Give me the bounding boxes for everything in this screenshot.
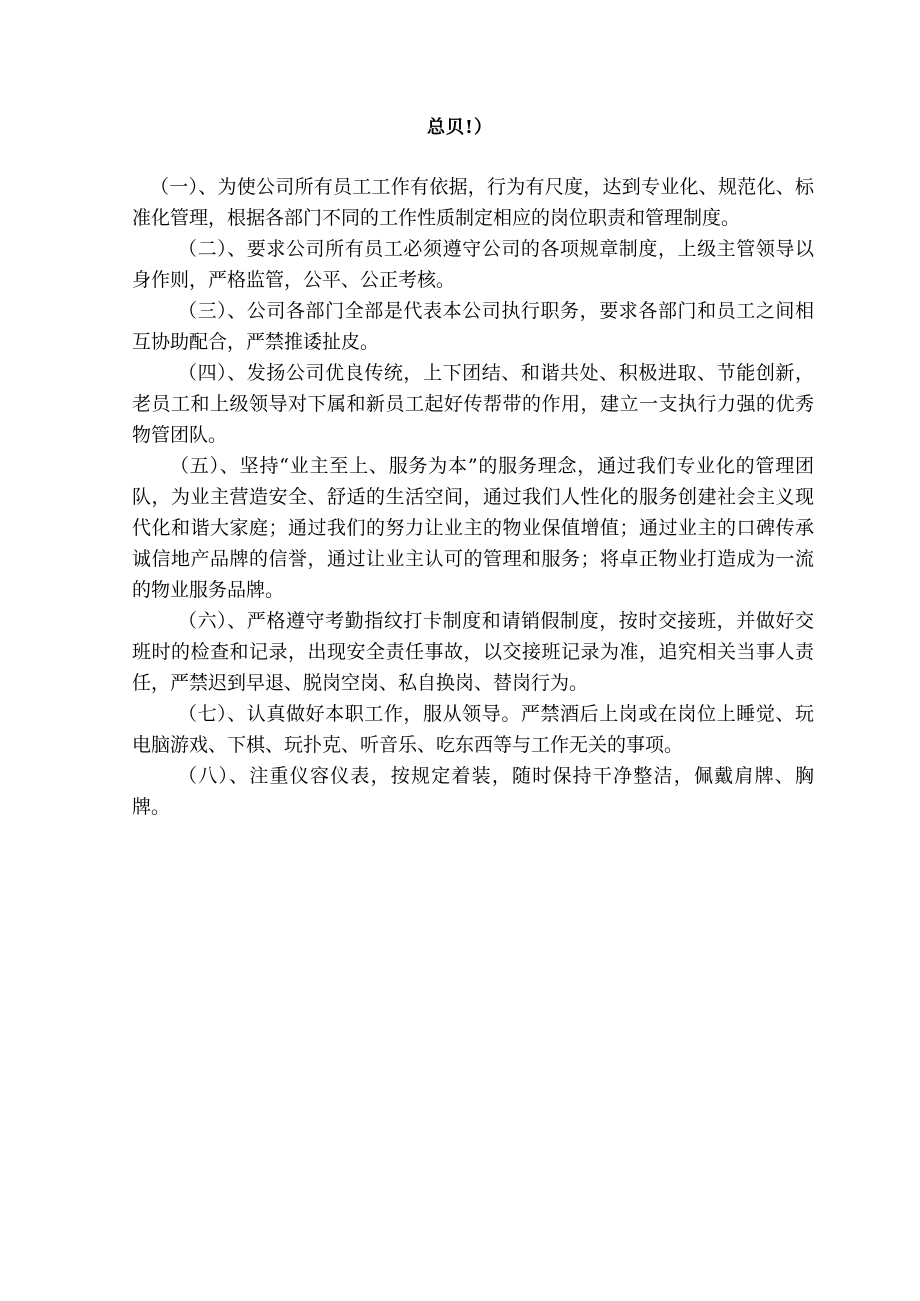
paragraph-7: （七）、认真做好本职工作，服从领导。严禁酒后上岗或在岗位上睡觉、玩电脑游戏、下棋、玩扑克、听音乐、吃东西等与工作无关的事项。	[132, 703, 814, 756]
paragraph-8: （八）、注重仪容仪表，按规定着装，随时保持干净整洁，佩戴肩牌、胸牌。	[132, 765, 814, 818]
paragraph-2: （二）、要求公司所有员工必须遵守公司的各项规章制度，上级主管领导以身作则，严格监管，公平、公正考核。	[132, 238, 814, 291]
paragraph-6: （六）、严格遵守考勤指纹打卡制度和请销假制度，按时交接班，并做好交班时的检查和记录，出现安全责任事故，以交接班记录为准，追究相关当事人责任，严禁迟到早退、脱岗空岗、私自换岗、替岗行为。	[132, 610, 814, 694]
document-title: 总贝!）	[427, 117, 493, 138]
paragraph-4: （四）、发扬公司优良传统，上下团结、和谐共处、积极进取、节能创新，老员工和上级领导对下属和新员工起好传帮带的作用，建立一支执行力强的优秀物管团队。	[132, 362, 814, 446]
paragraph-3: （三）、公司各部门全部是代表本公司执行职务，要求各部门和员工之间相互协助配合，严禁推诿扯皮。	[132, 300, 814, 353]
paragraph-5: （五）、坚持“业主至上、服务为本”的服务理念，通过我们专业化的管理团队，为业主营造安全、舒适的生活空间，通过我们人性化的服务创建社会主义现代化和谐大家庭；通过我们的努力让业主的物业保值增值；通过业主的口碑传承诚信地产品牌的信誉，通过让业主认可的管理和服务；将卓正物业打造成为一流的物业服务品牌。	[132, 455, 814, 601]
document-body	[132, 172, 814, 823]
paragraph-1: （一）、为使公司所有员工工作有依据，行为有尺度，达到专业化、规范化、标准化管理，根据各部门不同的工作性质制定相应的岗位职责和管理制度。	[132, 176, 814, 229]
